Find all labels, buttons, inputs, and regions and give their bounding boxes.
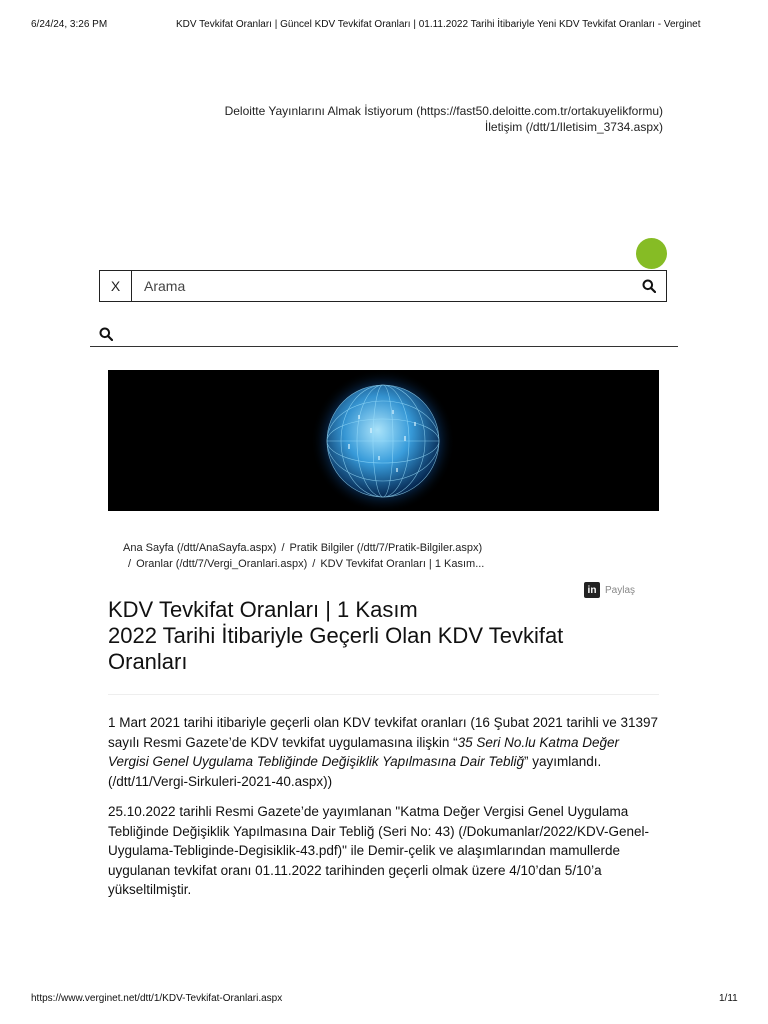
- breadcrumb-oranlar[interactable]: Oranlar (/dtt/7/Vergi_Oranlari.aspx): [136, 558, 308, 570]
- nav-divider: [90, 346, 678, 347]
- page-title-line: 2022 Tarihi İtibariyle Geçerli Olan KDV Tevkifat: [108, 623, 564, 648]
- article-paragraph-2: 25.10.2022 tarihli Resmi Gazete’de yayımlanan "Katma Değer Vergisi Genel Uygulama Tebliğinde Değişiklik Yapılmasına Dair Tebliğ (Seri No: 43) (/Dokumanlar/2022/KDV-Genel-Uygulama-Tebliginde-Degisiklik-43.pdf)" ile Demir-çelik ve alaşımlarından mamullerde uygulanan tevkifat oranı 01.11.2022 tarihinden geçerli olmak üzere 4/10’dan 5/10’a yükseltilmiştir.: [108, 804, 650, 897]
- search-icon: [642, 279, 656, 293]
- breadcrumb-current: KDV Tevkifat Oranları | 1 Kasım...: [320, 558, 485, 570]
- breadcrumb-separator: /: [312, 558, 316, 570]
- top-links: [225, 103, 663, 135]
- search-close-button[interactable]: [100, 271, 132, 301]
- share-label: Paylaş: [605, 584, 636, 596]
- search-submit-button[interactable]: [632, 271, 666, 301]
- deloitte-green-dot[interactable]: [636, 238, 667, 269]
- print-url: https://www.verginet.net/dtt/1/KDV-Tevkifat-Oranlari.aspx: [31, 993, 283, 1004]
- close-icon: X: [110, 278, 121, 294]
- publications-link[interactable]: Deloitte Yayınlarını Almak İstiyorum (https://fast50.deloitte.com.tr/ortakuyelikformu): [224, 104, 663, 118]
- contact-link[interactable]: İletişim (/dtt/1/Iletisim_3734.aspx): [484, 120, 663, 134]
- print-page-number: 1/11: [719, 993, 738, 1004]
- breadcrumb-home[interactable]: Ana Sayfa (/dtt/AnaSayfa.aspx): [123, 542, 277, 554]
- article-paragraph-1: [108, 713, 660, 791]
- circular-link[interactable]: 35 Seri No.lu Katma Değer Vergisi Genel Uygulama Tebliğinde Değişiklik Yapılmasına Dair Tebliğ: [108, 734, 619, 769]
- breadcrumb-separator: /: [281, 542, 285, 554]
- search-box: [99, 270, 667, 302]
- breadcrumb: [123, 540, 543, 572]
- search-input[interactable]: [132, 278, 632, 294]
- page-title: [108, 597, 628, 675]
- print-doc-title: KDV Tevkifat Oranları | Güncel KDV Tevkifat Oranları | 01.11.2022 Tarihi İtibariyle Yeni KDV Tevkifat Oranları - Verginet: [176, 19, 701, 30]
- hero-banner: [108, 370, 659, 511]
- print-datetime: 6/24/24, 3:26 PM: [31, 19, 108, 30]
- breadcrumb-separator: /: [128, 558, 132, 570]
- breadcrumb-pratik-bilgiler[interactable]: Pratik Bilgiler (/dtt/7/Pratik-Bilgiler.aspx): [289, 542, 483, 554]
- title-divider: [108, 694, 659, 695]
- linkedin-share-button[interactable]: [584, 582, 635, 598]
- search-icon: [99, 327, 113, 341]
- nav-search-button[interactable]: [99, 327, 113, 346]
- paragraph-text: 1 Mart 2021 tarihi itibariyle geçerli olan KDV tevkifat oranları (16 Şubat 2021 tarihli ve 31397 sayılı Resmi Gazete’de KDV tevkifat uygulamasına ilişkin “: [108, 715, 659, 750]
- paragraph-text: ” yayımlandı. (/dtt/11/Vergi-Sirkuleri-2021-40.aspx)): [108, 754, 602, 789]
- digital-globe-image: [108, 370, 659, 511]
- page-title-line: Oranları: [108, 649, 188, 674]
- page-title-line: KDV Tevkifat Oranları | 1 Kasım: [108, 597, 418, 622]
- linkedin-icon: in: [584, 582, 600, 598]
